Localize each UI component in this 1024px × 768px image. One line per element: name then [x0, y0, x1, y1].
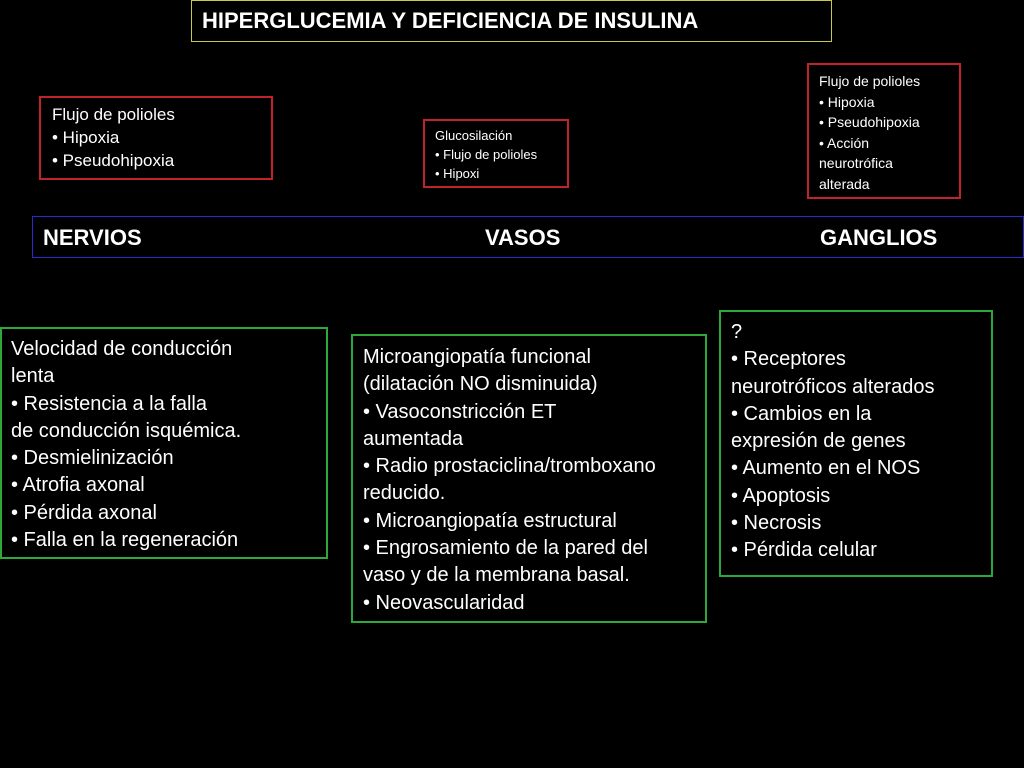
cause-line: • Hipoxia [819, 93, 875, 110]
cause-line: Flujo de polioles [52, 105, 175, 124]
effect-line: • Pérdida axonal [11, 501, 157, 524]
title-box [191, 0, 832, 42]
effect-line: • Pérdida celular [731, 539, 877, 562]
effect-line: • Engrosamiento de la pared del [363, 537, 648, 560]
cause-box-ganglios [807, 63, 961, 199]
effects-box-ganglios [719, 310, 993, 577]
effect-line: • Cambios en la [731, 402, 872, 425]
effect-line: • Radio prostaciclina/tromboxano [363, 455, 656, 478]
effect-line: • Microangiopatía estructural [363, 509, 617, 532]
cause-line: alterada [819, 175, 870, 192]
effect-line: expresión de genes [731, 430, 906, 453]
effect-line: • Receptores [731, 348, 846, 371]
effect-line: lenta [11, 365, 55, 388]
effect-line: • Desmielinización [11, 447, 174, 470]
effect-line: de conducción isquémica. [11, 419, 242, 442]
effect-line: (dilatación NO disminuida) [363, 373, 598, 396]
cause-line: • Pseudohipoxia [52, 151, 175, 170]
effect-line: vaso y de la membrana basal. [363, 564, 630, 587]
cause-line: • Hipoxi [435, 166, 480, 181]
cause-line: • Pseudohipoxia [819, 114, 920, 130]
cause-box-vasos [423, 119, 569, 188]
effect-line: Velocidad de conducción [11, 338, 233, 360]
effect-line: • Necrosis [731, 512, 822, 535]
cause-box-nervios [39, 96, 273, 180]
effect-line: • Resistencia a la falla [11, 392, 207, 415]
effect-line: Microangiopatía funcional [363, 346, 591, 368]
effects-box-nervios [0, 327, 328, 559]
effects-box-vasos [351, 334, 707, 623]
effect-line: • Aumento en el NOS [731, 457, 921, 480]
effect-line: • Atrofia axonal [11, 474, 145, 497]
category-ganglios: GANGLIOS [820, 225, 938, 250]
page-title: HIPERGLUCEMIA Y DEFICIENCIA DE INSULINA [202, 8, 699, 33]
cause-line: • Hipoxia [52, 128, 120, 147]
category-nervios: NERVIOS [43, 225, 142, 250]
category-bar [32, 216, 1024, 258]
effect-line: ? [731, 321, 743, 343]
effect-line: • Neovascularidad [363, 591, 525, 614]
cause-line: Flujo de polioles [819, 73, 921, 89]
cause-line: • Flujo de polioles [435, 147, 538, 162]
effect-line: aumentada [363, 427, 464, 450]
effect-line: • Falla en la regeneración [11, 529, 239, 552]
cause-line: Glucosilación [435, 128, 513, 143]
cause-line: • Acción [819, 134, 870, 151]
category-vasos: VASOS [485, 225, 561, 250]
effect-line: • Apoptosis [731, 484, 831, 507]
effect-line: reducido. [363, 482, 446, 505]
effect-line: • Vasoconstricción ET [363, 400, 557, 423]
effect-line: neurotróficos alterados [731, 375, 935, 398]
cause-line: neurotrófica [819, 155, 893, 171]
